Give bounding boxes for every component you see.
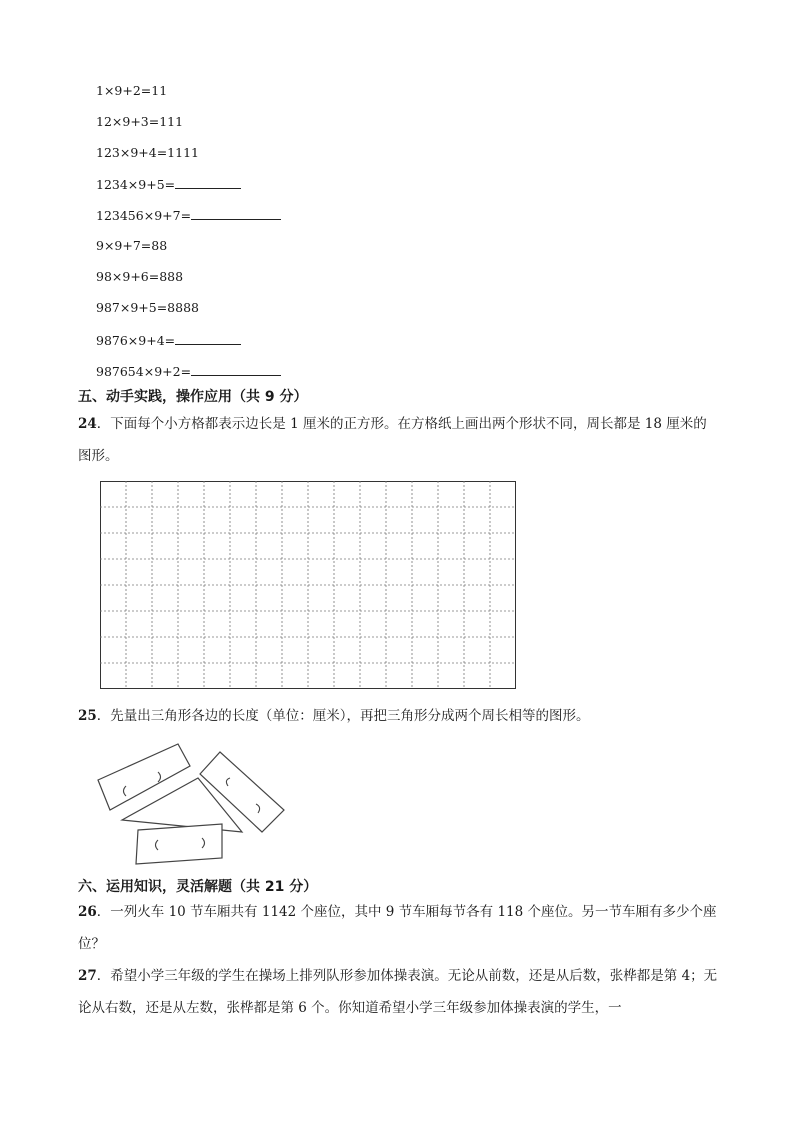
answer-blank[interactable] [191, 363, 281, 376]
equation-2: 12×9+3=111 [96, 114, 184, 129]
section-6-title: 六、运用知识，灵活解题（共 21 分） [78, 879, 318, 895]
equation-5: 123456×9+7= [96, 207, 281, 224]
question-number: 24 [78, 416, 97, 432]
question-text: ．希望小学三年级的学生在操场上排列队形参加体操表演。无论从前数，还是从后数，张桦都是第 4；无论从右数，还是从左数，张桦都是第 6 个。你知道希望小学三年级参加体操表演的学生，一 [78, 968, 718, 1016]
equation-10: 987654×9+2= [96, 363, 281, 380]
question-26 [78, 896, 718, 960]
question-number: 26 [78, 904, 97, 920]
equation-7: 98×9+6=888 [96, 269, 184, 284]
equation-6: 9×9+7=88 [96, 238, 168, 253]
grid-lines [100, 481, 516, 689]
equation-8: 987×9+5=8888 [96, 300, 199, 315]
question-number: 25 [78, 708, 97, 724]
equation-1: 1×9+2=11 [96, 83, 168, 98]
section-5-title: 五、动手实践，操作应用（共 9 分） [78, 389, 308, 405]
answer-blank[interactable] [191, 207, 281, 220]
grid-paper[interactable] [100, 481, 516, 689]
equation-4: 1234×9+5= [96, 176, 241, 193]
triangle-rulers-illustration [94, 740, 294, 870]
question-text: ．下面每个小方格都表示边长是 1 厘米的正方形。在方格纸上画出两个形状不同，周长都是 18 厘米的图形。 [78, 416, 707, 464]
equation-9: 9876×9+4= [96, 332, 241, 349]
question-number: 27 [78, 968, 97, 984]
equation-3: 123×9+4=1111 [96, 145, 199, 160]
question-27 [78, 960, 718, 1024]
question-25 [78, 700, 718, 732]
question-text: ．一列火车 10 节车厢共有 1142 个座位，其中 9 节车厢每节各有 118 个座位。另一节车厢有多少个座位？ [78, 904, 717, 952]
answer-blank[interactable] [175, 176, 241, 189]
answer-blank[interactable] [175, 332, 241, 345]
question-24 [78, 408, 718, 472]
ruler-bottom [136, 824, 222, 864]
triangle-rulers-figure [94, 740, 294, 874]
question-text: ．先量出三角形各边的长度（单位：厘米），再把三角形分成两个周长相等的图形。 [96, 708, 590, 724]
